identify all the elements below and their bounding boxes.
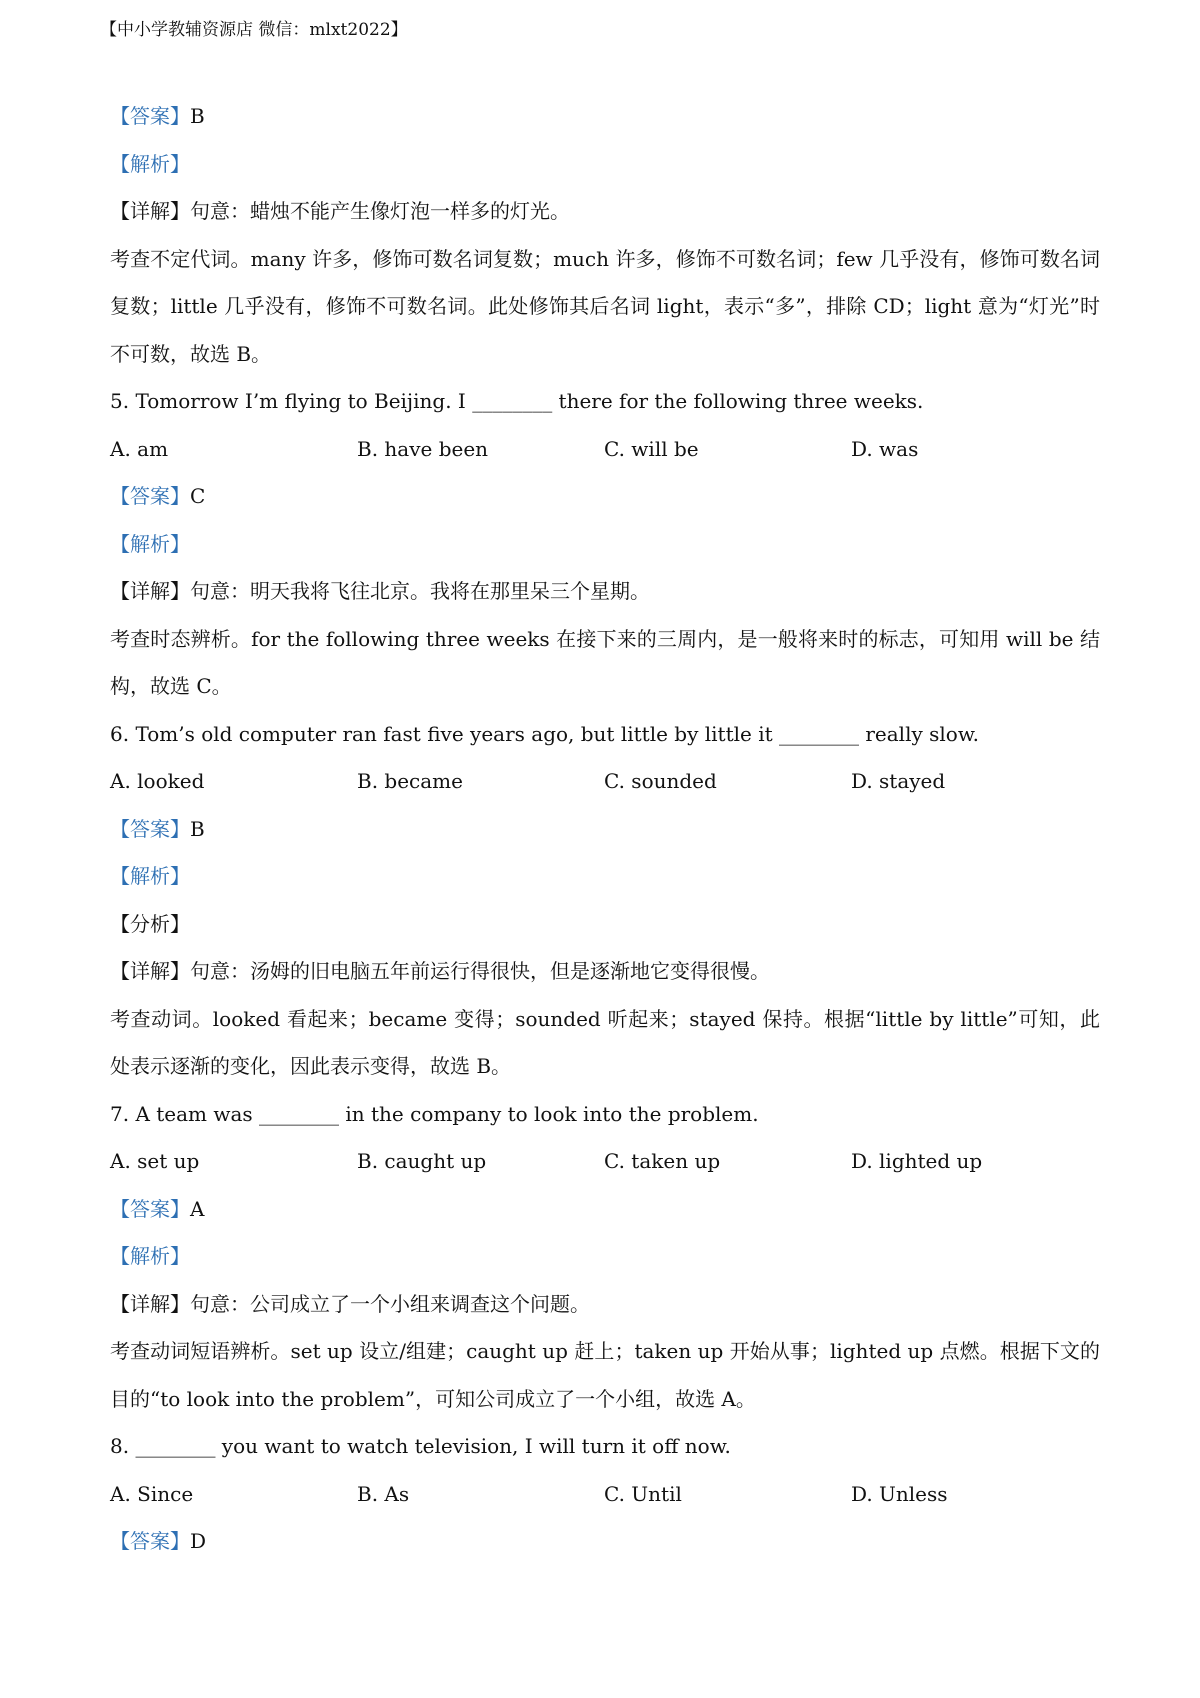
q7-options bbox=[110, 1138, 1100, 1186]
q8-options bbox=[110, 1471, 1100, 1519]
q4-answer: B bbox=[190, 104, 205, 128]
q8-option-c: C. Until bbox=[604, 1481, 682, 1506]
answer-label: 【答案】 bbox=[110, 816, 190, 841]
fenxi-label: 【分析】 bbox=[110, 911, 190, 936]
q6-detail-line bbox=[110, 948, 1100, 996]
q6-option-c: C. sounded bbox=[604, 769, 717, 793]
answer-label: 【答案】 bbox=[110, 104, 190, 128]
q7-detail-line bbox=[110, 1281, 1100, 1329]
answer-label: 【答案】 bbox=[110, 484, 190, 508]
q5-option-d: D. was bbox=[851, 436, 919, 461]
detail-label: 【详解】 bbox=[110, 579, 190, 603]
q6-fenxi-line bbox=[110, 901, 1100, 949]
page-content bbox=[110, 93, 1100, 1566]
detail-label: 【详解】 bbox=[110, 199, 190, 223]
q8-question: 8. ________ you want to watch television, I will turn it off now. bbox=[110, 1434, 731, 1458]
q8-answer: D bbox=[190, 1529, 207, 1553]
q6-answer: B bbox=[190, 816, 205, 841]
q8-option-d: D. Unless bbox=[851, 1481, 948, 1506]
q6-question: 6. Tom’s old computer ran fast five years ago, but little by little it ________ really slow. bbox=[110, 721, 979, 746]
q6-option-b: B. became bbox=[357, 769, 463, 793]
analysis-label: 【解析】 bbox=[110, 531, 190, 556]
q5-question: 5. Tomorrow I’m flying to Beijing. I ________ there for the following three weeks. bbox=[110, 389, 924, 413]
q5-option-a: A. am bbox=[110, 436, 169, 461]
q4-meaning: 句意：蜡烛不能产生像灯泡一样多的灯光。 bbox=[190, 199, 570, 223]
q5-explanation: 考查时态辨析。for the following three weeks 在接下来的三周内，是一般将来时的标志，可知用 will be 结构，故选 C。 bbox=[110, 626, 1100, 698]
analysis-label: 【解析】 bbox=[110, 1244, 190, 1268]
q7-question: 7. A team was ________ in the company to look into the problem. bbox=[110, 1101, 759, 1126]
q5-detail-line bbox=[110, 568, 1100, 616]
q4-analysis-line bbox=[110, 141, 1100, 189]
answer-label: 【答案】 bbox=[110, 1196, 190, 1221]
detail-label: 【详解】 bbox=[110, 959, 190, 983]
q5-answer: C bbox=[190, 484, 206, 508]
q4-detail-line bbox=[110, 188, 1100, 236]
q4-answer-line bbox=[110, 93, 1100, 141]
q8-option-b: B. As bbox=[357, 1481, 410, 1506]
q7-option-d: D. lighted up bbox=[851, 1149, 983, 1173]
q7-option-b: B. caught up bbox=[357, 1149, 487, 1173]
detail-label: 【详解】 bbox=[110, 1291, 190, 1316]
q6-analysis-line bbox=[110, 853, 1100, 901]
q8-answer-line bbox=[110, 1518, 1100, 1566]
q7-meaning: 句意：公司成立了一个小组来调查这个问题。 bbox=[190, 1291, 590, 1316]
q7-answer: A bbox=[190, 1196, 205, 1221]
q4-explanation: 考查不定代词。many 许多，修饰可数名词复数；much 许多，修饰不可数名词；few 几乎没有，修饰可数名词复数；little 几乎没有，修饰不可数名词。此处修饰其后名词 light，表示“多”，排除 CD；light 意为“灯光”时不可数，故选 B。 bbox=[110, 246, 1100, 366]
q5-meaning: 句意：明天我将飞往北京。我将在那里呆三个星期。 bbox=[190, 579, 650, 603]
q6-meaning: 句意：汤姆的旧电脑五年前运行得很快，但是逐渐地它变得很慢。 bbox=[190, 959, 770, 983]
q7-option-c: C. taken up bbox=[604, 1149, 721, 1173]
q7-option-a: A. set up bbox=[110, 1149, 200, 1173]
q8-option-a: A. Since bbox=[110, 1481, 194, 1506]
q6-options bbox=[110, 758, 1100, 806]
q7-analysis-line bbox=[110, 1233, 1100, 1281]
answer-label: 【答案】 bbox=[110, 1529, 190, 1553]
q6-option-a: A. looked bbox=[110, 769, 205, 793]
q6-explanation: 考查动词。looked 看起来；became 变得；sounded 听起来；stayed 保持。根据“little by little”可知，此处表示逐渐的变化，因此表示变得，故选 B。 bbox=[110, 1006, 1100, 1078]
q5-option-b: B. have been bbox=[357, 436, 489, 461]
q5-analysis-line bbox=[110, 521, 1100, 569]
q6-option-d: D. stayed bbox=[851, 769, 946, 793]
q7-answer-line bbox=[110, 1186, 1100, 1234]
q5-answer-line bbox=[110, 473, 1100, 521]
q7-explanation: 考查动词短语辨析。set up 设立/组建；caught up 赶上；taken up 开始从事；lighted up 点燃。根据下文的目的“to look into the problem”，可知公司成立了一个小组，故选 A。 bbox=[110, 1339, 1100, 1411]
q5-option-c: C. will be bbox=[604, 436, 699, 461]
analysis-label: 【解析】 bbox=[110, 864, 190, 888]
q6-answer-line bbox=[110, 806, 1100, 854]
page-header: 【中小学教辅资源店 微信：mlxt2022】 bbox=[100, 20, 408, 40]
q5-options bbox=[110, 426, 1100, 474]
analysis-label: 【解析】 bbox=[110, 151, 190, 176]
